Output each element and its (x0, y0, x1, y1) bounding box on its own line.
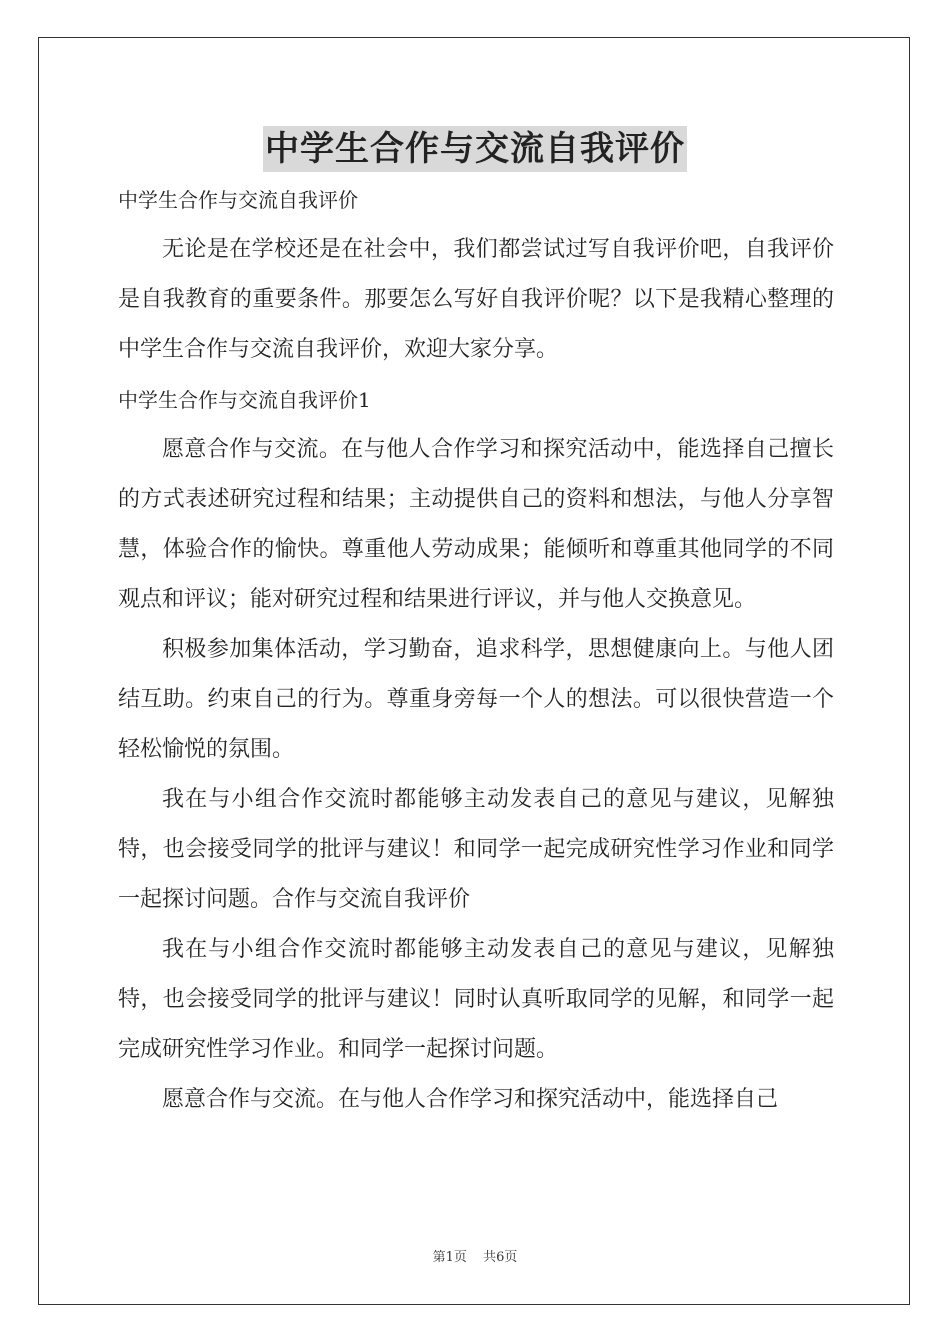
document-body (118, 175, 834, 1125)
paragraph: 无论是在学校还是在社会中，我们都尝试过写自我评价吧，自我评价是自我教育的重要条件。那要怎么写好自我评价呢？以下是我精心整理的中学生合作与交流自我评价，欢迎大家分享。 (118, 237, 834, 362)
paragraph: 我在与小组合作交流时都能够主动发表自己的意见与建议，见解独特，也会接受同学的批评与建议！同时认真听取同学的见解，和同学一起完成研究性学习作业。和同学一起探讨问题。 (118, 937, 834, 1062)
page-total: 共6页 (483, 1250, 518, 1265)
paragraph: 我在与小组合作交流时都能够主动发表自己的意见与建议，见解独特，也会接受同学的批评与建议！和同学一起完成研究性学习作业和同学一起探讨问题。合作与交流自我评价 (118, 787, 834, 912)
page-footer (0, 1246, 950, 1265)
document-title: 中学生合作与交流自我评价 (263, 126, 687, 172)
paragraph: 积极参加集体活动，学习勤奋，追求科学，思想健康向上。与他人团结互助。约束自己的行为。尊重身旁每一个人的想法。可以很快营造一个轻松愉悦的氛围。 (118, 637, 834, 762)
section-heading: 中学生合作与交流自我评价 (118, 188, 358, 212)
page-number: 第1页 (432, 1250, 467, 1265)
title-wrap (0, 126, 950, 172)
paragraph: 愿意合作与交流。在与他人合作学习和探究活动中，能选择自己擅长的方式表述研究过程和结果；主动提供自己的资料和想法，与他人分享智慧，体验合作的愉快。尊重他人劳动成果；能倾听和尊重其他同学的不同观点和评议；能对研究过程和结果进行评议，并与他人交换意见。 (118, 437, 834, 612)
section-heading: 中学生合作与交流自我评价1 (118, 388, 371, 412)
paragraph: 愿意合作与交流。在与他人合作学习和探究活动中，能选择自己 (162, 1087, 779, 1112)
